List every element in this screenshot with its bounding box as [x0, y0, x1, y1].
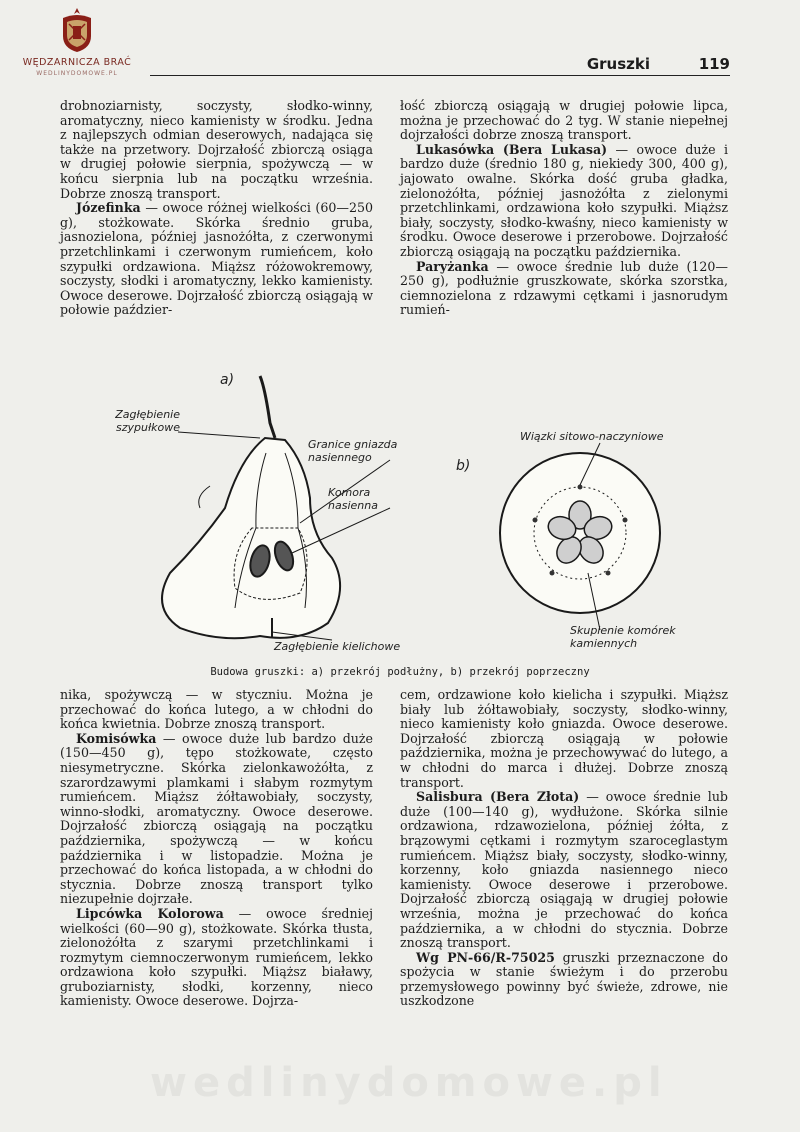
column-bottom-right	[400, 688, 728, 1009]
watermark: wedlinydomowe.pl	[150, 1060, 668, 1106]
label-seed-chamber: Komora nasienna	[328, 486, 378, 512]
label-calyx-cavity: Zagłębienie kielichowe	[274, 640, 401, 653]
variety-name: Lipcówka Kolorowa	[76, 905, 224, 921]
figure-caption: Budowa gruszki: a) przekrój podłużny, b) przekrój poprzeczny	[210, 666, 590, 678]
variety-name: Komisówka	[76, 730, 157, 746]
paragraph: łość zbiorczą osiągają w drugiej połowie lipca, można je przechować do 2 tyg. W stanie niepełnej dojrzałości dobrze znoszą transport.	[400, 98, 728, 143]
variety-name: Lukasówka (Bera Lukasa)	[416, 141, 608, 157]
standard-reference: Wg PN-66/R-75025	[416, 949, 555, 965]
running-header	[150, 55, 730, 76]
paragraph: Lukasówka (Bera Lukasa) — owoce duże i bardzo duże (średnio 180 g, niekiedy 300, 400 g), jajowato owalne. Skórka dość gruba gładka, zielonożółta, później jasnożółta z zielonymi przetchlinkami, ordzawiona koło szypułki. Miąższ biały, soczysty, słodko-kwaśny, nieco kamienisty w środku. Owoce deserowe i przerobowe. Dojrzałość zbiorczą osiągają na początku października.	[400, 141, 728, 259]
running-title: Gruszki	[586, 55, 650, 73]
logo-name: WĘDZARNICZA BRAĆ	[22, 57, 132, 68]
paragraph: drobnoziarnisty, soczysty, słodko-winny, aromatyczny, nieco kamienisty w środku. Jedna z najlepszych odmian deserowych, nadająca się także na przetwory. Dojrzałość zbiorczą osiąga w drugiej połowie sierpnia, spożywczą — w końcu sierpnia lub na początku września. Dobrze znoszą transport.	[60, 98, 373, 201]
variety-name: Salisbura (Bera Złota)	[416, 789, 580, 805]
variety-name: Paryżanka	[416, 258, 489, 274]
paragraph: Komisówka — owoce duże lub bardzo duże (150—450 g), tępo stożkowate, często niesymetryczne. Skórka zielonkawożółta, z szarordzawymi plamkami i słabym rozmytym rumieńcem. Miąższ żółtawobiały, soczysty, winno-słodki, aromatyczny. Owoce deserowe. Dojrzałość zbiorczą osiągają na początku października, spożywczą — w końcu października i w listopadzie. Można je przechować do końca listopada, a w chłodni do stycznia. Dobrze znoszą transport tylko niezupełnie dojrzałe.	[60, 730, 373, 907]
column-top-left	[60, 99, 373, 318]
paragraph: Wg PN-66/R-75025 gruszki przeznaczone do spożycia w stanie świeżym i do przerobu przemysłowego powinny być świeże, zdrowe, nie uszkodzone	[400, 949, 728, 1009]
logo-url: WEDLINYDOMOWE.PL	[36, 70, 118, 77]
variety-name: Józefinka	[76, 200, 141, 216]
label-stone-cells: Skupienie komórek kamiennych	[570, 624, 676, 650]
paragraph: Salisbura (Bera Złota) — owoce średnie lub duże (100—140 g), wydłużone. Skórka silnie ordzawiona, rdzawozielona, później żółta, z brązowymi cętkami i rozmytym szaroceglastym rumieńcem. Miąższ biały, soczysty, słodko-winny, korzenny, koło gniazda nasiennego nieco kamienisty. Owoce deserowe i przerobowe. Dojrzałość zbiorczą osiągają w drugiej połowie września, można je przechować do końca października, a w chłodni do stycznia. Dobrze znoszą transport.	[400, 789, 728, 951]
label-vascular-bundles: Wiązki sitowo-naczyniowe	[520, 430, 664, 443]
paragraph: cem, ordzawione koło kielicha i szypułki. Miąższ biały lub żółtawobiały, soczysty, słodko-winny, nieco kamienisty koło gniazda. Owoce deserowe. Dojrzałość zbiorczą osiągają w połowie października, można je przechowywać do lutego, a w chłodni do marca i dłużej. Dobrze znoszą transport.	[400, 687, 728, 790]
paragraph: nika, spożywczą — w styczniu. Można je przechować do końca lutego, a w chłodni do końca kwietnia. Dobrze znoszą transport.	[60, 687, 373, 732]
page-number: 119	[698, 55, 730, 73]
label-core-border: Granice gniazda nasiennego	[308, 438, 398, 464]
label-a: a)	[220, 372, 235, 388]
pear-structure-figure	[60, 368, 740, 658]
label-b: b)	[456, 458, 471, 474]
column-top-right	[400, 99, 728, 318]
paragraph: Józefinka — owoce różnej wielkości (60—250 g), stożkowate. Skórka średnio gruba, jasnozielona, później jasnożółta, z czerwonymi przetchlinkami i czerwonym rumieńcem, koło szypułki ordzawiona. Miąższ różowokremowy, soczysty, słodki i aromatyczny, lekko kamienisty. Owoce deserowe. Dojrzałość zbiorczą osiągają w połowie paździer-	[60, 200, 373, 318]
paragraph: Lipcówka Kolorowa — owoce średniej wielkości (60—90 g), stożkowate. Skórka tłusta, zielonożółta z szarymi przetchlinkami i rozmytym ciemnoczerwonym rumieńcem, lekko ordzawiona koło szypułki. Miąższ białawy, gruboziarnisty, słodki, korzenny, nieco kamienisty. Owoce deserowe. Dojrza-	[60, 905, 373, 1009]
site-logo[interactable]	[18, 6, 136, 77]
crest-icon	[55, 6, 99, 54]
paragraph: Paryżanka — owoce średnie lub duże (120—250 g), podłużnie gruszkowate, skórka szorstka, ciemnozielona z rdzawymi cętkami i jasnorudym rumień-	[400, 258, 728, 318]
column-bottom-left	[60, 688, 373, 1009]
label-stalk-cavity: Zagłębienie szypułkowe	[115, 408, 180, 434]
